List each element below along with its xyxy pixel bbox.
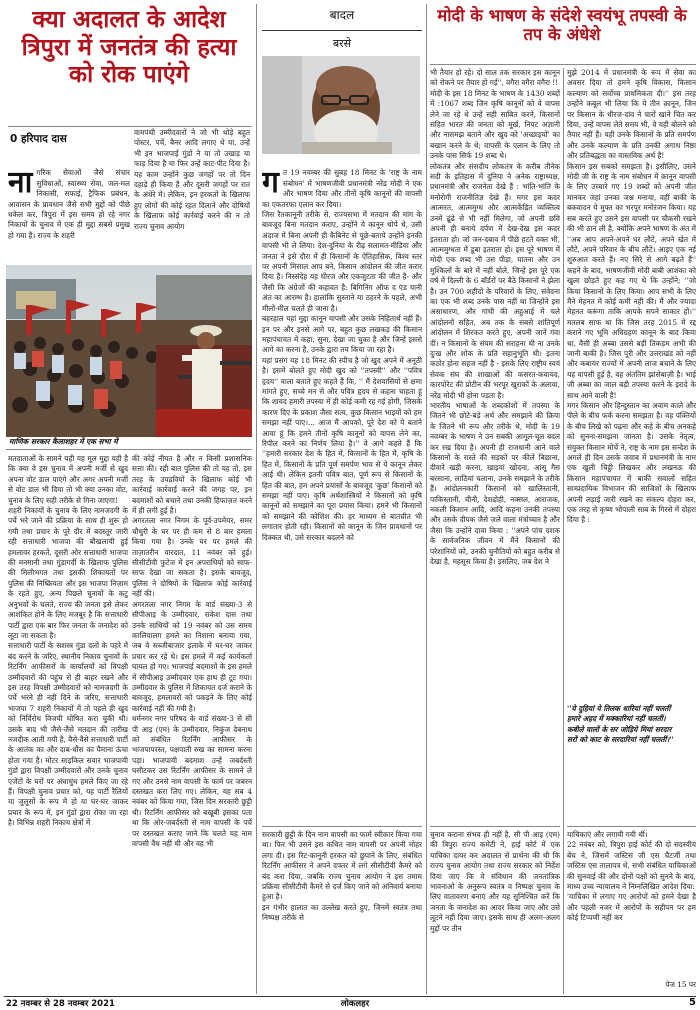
left-col2-top: वामपंथी उम्मीदवारों ने जो भी थोड़े बहुत पोस्टर, पर्चे, बैनर आदि लगाए थे या, उन्हें भी इन भाजपाई गुंडों ने या तो उखाड़ या फाड़ दिया है या फिर उन्हें काट-पीट दिया है। यह काम उन्होंने कुछ जगहों पर तो दिन दहाड़े ही किया है और दूसरी जगहों पर रात के अंधेरे में। लेकिन, इन हरकतों के खिलाफ हुए लोगों की कोई रहत दिलाने और दोषियों के खिलाफ कोई कार्रवाई करने की न तो राज्य चुनाव आयोग	[134, 128, 250, 231]
column-name-rule	[262, 30, 422, 31]
middle-body-text: त 19 नवम्बर की सुबह 18 मिनट के 'राष्ट्र के नाम संबोधन' में भाषणजीवी प्रधानमंत्री नरेंद्र मोदी ने एक और भाषण दिया और तीनों कृषि कानूनों की वापसी का एकतरफा एलान कर दिया। जिस रैतकानूनी तरीके से, राज्यसभा में मतदान की मांग के बावजूद बिना मतदान कराए, उन्होंने ये कानून थोपे थे, उसी अंदाज में बिना अपनी ही कैबिनेट से पूछे-बताये उन्होंने इनकी वापसी भी ले लिया। देश-दुनिया के रीढ़ सलामत-मीडिया और जनता ने इसे दौरा में ही किसानों के ऐतिहासिक, विश्व स्तर पर अपनी मिसाल आप बने, किसान आंदोलन की जीत करार दिया है। निस्संदेह यह धीरज और एकजुटता की जीत है- और जैसी कि अंग्रेजों की कहावत है: बिगिनिंग ऑफ द एंड यानी अंत का आरम्भ है। हालांकि सुस्ताने या ठहरने के पहले, अभी मीलों-मील चलते ही जाना है। बहरहाल यहां मुद्दा कानून वापसी और उसके निहितार्थ नहीं हैं। इन पर और इनसे आगे पर, बहुत कुछ लखकड़ की किसान महापंचायत में कहा, सुना, देखा जा चुका है और जिन्हें इससे आगे का करना है, उनके द्वारा तय किया जा रहा है। यहां प्रसंग यह 18 मिनट की स्पीच है जो खुद अपने में अनूठी है। इसमें बोलते हुए मोदी खुद को ''तपस्वी'' और ''पवित्र हृदय'' वाला बताते हुए कहते हैं कि, '' मैं देशवासियों से क्षमा मांगते हुए, सच्चे मन से और पवित्र हृदय से कहना चाहता हूं कि शायद हमारी तपस्या में ही कोई कमी रह गई होगी, जिसके कारण दिए के प्रकाश जैसा सत्य, कुछ किसान भाइयों को हम समझा नहीं पाए।... आज मैं आपको, पूरे देश को ये बताने आया हूं कि हमने तीनों कृषि कानूनों को वापस लेने का, रिपील करने का निर्णय लिया है।'' वे आगे कहते हैं कि ''हमारी सरकार देश के हित में, किसानों के हित में, कृषि के हित में, किसानों के प्रति पूर्ण समर्पण भाव से ये कानून लेकर आई थी। लेकिन इतनी पवित्र बात, पूर्ण रूप से किसानों के हित की बात, हम अपने प्रयासों के बावजूद 'कुछ' किसानों को समझा नहीं पाए। कृषि अर्थशास्त्रियों ने किसानों को कृषि कानूनों को समझाने का पूरा प्रयास किया। हमने भी किसानों को समझाने की कोशिश की। हर माध्यम से बातचीत भी लगातार होती रही। किसानों को कानून के जिन प्रावधानों पर दिक्कत थी, उसे सरकार बदलने को	[262, 168, 422, 542]
left-col2-bottom: की कोई नीयत है और न किसी प्रशासनिक सत्ता की। रही बात पुलिस की तो यह तो, इस तरह के उपद्रवियों के खिलाफ कोई भी कार्रवाई कार्रवाई करने की जगह पर, इन बदमाशों को बचाने तथा उनकी हिफाज़त करने में ही लगी हुई है। अगरतला नगर निगम के पूर्व-उपमेयर, समर चौधुरी के घर पर ही कम से 8 बार हमला किया गया है। उनके घर पर हमले की ताज़ातरीन वारदात, 11 नवंबर को हुई। सीसीटीवी फुटेज में इन अपराधियों को साफ-साफ देखा जा सकता है। इसके बावजूद, पुलिस ने दोषियों के खिलाफ कोई कार्रवाई नहीं की। अगरतला नगर निगम के वार्ड संख्या-3 से सीपीआइ के उम्मीदवार, राकेश दास तथा उनके साथियों को 19 नवंबर को उस समय कालियालग हमले का निशाना बनाया गया, जब वे सब्जीबाजार इलाके में घर-घर जाकर प्रचार कर रहे थे। इस हमले में कई कार्यकर्ता घायल हो गए। भाजपाई बदमाशों के इस हमले में सीपीआइ उम्मीदवार एक हाथ ही टूट गया। उम्मीदवार के पुलिस में शिकायत दर्ज कराने के बावजूद, हमलावरों को पकड़ने के लिए कोई कार्रवाई नहीं की गयी है। धर्मनगर नगर परिषद के वार्ड संख्या-3 से सी पी आइ (एम) के उम्मीदवार, निकुंज देबनाथ को संबंधित रिटर्निंग आफीसर के भाजपापरस्त, पक्षपाती रुख का सामना करना पड़ा। भाजपायी बदमाश उन्हें जबर्दस्ती घसीटकर उस रिटर्निंग आफीसर के सामने ले गए और उनसे नाम वापसी के फार्म पर जबरन दस्तखत करा लिए गए। लेकिन, यह सब 4 नवंबर को किया गया, जिस दिन सरकारी छुट्टी थी। रिटर्निंग आफीसर को बखूबी इसका पता था कि ओर-जबर्दस्ती से नाम वापसी के पर्चे पर दस्तखत कराए जाने कि चलते यह नाम वापसी वैध नहीं थी और वह भी	[132, 454, 252, 849]
left-dropcap: ना	[8, 165, 33, 201]
column-author: बरसे	[332, 37, 352, 50]
divider-mid-right	[426, 4, 427, 994]
middle-col-bottom: सरकारी छुट्टी के दिन नाम वापसी का फार्म स्वीकार किया गया था। फिर भी उसने इस कथित नाम वापसी पर अपनी मोहर लगा दी। इस रिट-कानूनी हरकत को छुपाने के लिए, संबंधित रिटर्निंग आफीसर ने अपने दफ्तर में लगे सीसीटीवी कैमरे को बंद करा दिया, जबकि राज्य चुनाव आयोग ने इस तमाम प्रक्रिया सीसीटीवी कैमरे से दर्ज किए जाने को अनिवार्य बनाया हुआ है। इन गंभीर हालात का उल्लेख करते हुए, जिनमें स्वतंत्र तथा निष्पक्ष तरीके से	[262, 830, 422, 923]
right-col3-bottom: चुनाव कराना संभव ही नहीं है, सी पी आइ (एम) की त्रिपुरा राज्य कमेटी ने, हाई कोर्ट में एक याचिका दायर कर अदालत से प्रार्थना की थी कि राज्य चुनाव आयोग तथा राज्य सरकार को निर्देश दिया जाए कि वे संविधान की जनतांत्रिक भावनाओं के अनुरूप स्वतंत्र व निष्पक्ष चुनाव के लिए वातावरण बनाएं और यह सुनिश्चित करें कि जनता के जनादेश का आदर किया जाए और उसे लूटने नहीं दिया जाए। इसके साथ ही अलग-अलग मुद्दों पर तीन	[430, 830, 560, 933]
rally-photo-image	[6, 265, 252, 437]
right-headline-rule	[430, 64, 696, 65]
footer-page-number: 5	[689, 997, 696, 1008]
continued-note: पेज 15 पर	[665, 980, 696, 989]
right-col3-rule	[430, 826, 560, 827]
left-col1-bottom: मतदाताओं के सामने यही यह मूल मुद्दा यही है कि क्या वे इस चुनाव में अपनी मर्जी से खुद अपना वोट डाल पाएंगे और अगर अपनी मर्जी से वोट डाल भी दिया तो भी क्या उनका वोट, चुनाव के लिए सही तरीके से गिना जाएगा! शहरी निकायों के चुनाव के लिए नामजदगी के पर्चे भरे जाने की प्रक्रिया के साथ ही शुरू हो गयी तथा प्रचार के पूरे दौर में बदस्तूर जारी रही सत्ताधारी भाजपा की बौखलायी हुई हमलावर हरकतें, दूसरी ओर सत्ताधारी भाजपा की मनमानी तथा गुंडागर्दी के खिलाफ पुलिस की मिलीभगत तथा इसकी शिकायतों पर पुलिस की निष्क्रियता और इस भाजपा निज़ाम के रहते हुए, अन्य पिछले चुनावों के कटु अनुभवों के चलते, राज्य की जनता इसे लेकर आशंकित होने के लिए मजबूर है कि सत्ताधारी पार्टी द्वारा एक बार फिर जनता के जनादेश को लूटा जा सकता है। सत्ताधारी पार्टी के सशस्त्र गुंडा दलों के पहरे में बंद करने के जरिए, स्थानीय निकाय चुनावों के रिटर्निंग आफीसरों के कार्यालयों को विपक्षी उम्मीदवारों की पहुंच से ही बाहर रखने और इस तरह विपक्षी उम्मीदवारों को नामजदगी के पर्चे भरने ही नहीं दिने के जरिए, सत्ताधारी भाजपा 7 शहरी निकायों में तो पहले ही खुद को निर्विरोध विजयी घोषित करा चुकी थी। उसके बाद भी जैसे-जैसे मतदान की तारीख नजदीक आती गयी है, वैसे-वैसे सत्ताधारी पार्टी के आतंक का और दाब-धौंस का पैमाना ऊंचा होता गया है। मोटर साइकिल सवार भाजपायी गुंडों द्वारा विपक्षी उम्मीदवारों और उनके चुनाव एजेंटों के घरों पर अंधाधुंध हमले किए जा रहे हैं। विपक्षी चुनाव प्रचार को, यह पार्टी रैलियों या जुलूसों के रूप में हो या घर-घर जाकर प्रचार के रूप में, इन गुंडों द्वारा रोका जा रहा है। विभिन्न शहरी निकाय क्षेत्रों में	[8, 454, 128, 828]
left-col1-top-text: गरिक सेवाओं जैसे संचार सुविधाओं, स्वास्थ्य सेवा, जल-मल निकासी, सफाई, ट्रैफिक प्रबंधन, आवासन के प्रावधान जैसे सभी मुद्दों को पीछे धकेल कर, त्रिपुरा में इस समय हो रहे नगर निकायों के चुनाव में एक ही मुद्दा सबसे प्रमुख हो गया है। राज्य के शहरी	[8, 168, 130, 240]
middle-body	[262, 158, 422, 823]
right-col3: भी तैयार हो रहे। दो साल तक सरकार इस कानून को रोकने पर तैयार हो गई'', वगैरा वगैरा वगैरा !! मोदी के इस 18 मिनट के भाषण के 1430 शब्दों में :1067 शब्द जिन कृषि कानूनों को वे वापस लेने जा रहे थे उन्हें सही साबित करने, किसानों सहित भारत की जनता को मूर्ख, निपट अज्ञानी और नासमझ बताने और खुद को 'अच्छाइयों' का बखान करने के थे; वापसी के एलान के लिए तो उनके पास सिर्फ 19 शब्द थे। लोकतंत्र और संसदीय लोकतंत्र के करीब तीनेक सदी के इतिहास में दुनिया ने अनेक राष्ट्राध्यक्ष, प्रधानमंत्री और राजनेता देखे हैं : भांति-भांति के मनोरोगी राजनीतिज्ञ देखे हैं। मगर इस कदर आत्मरत, आत्ममुग्ध और आत्मकेंद्रित व्यक्तित्व उनमें ढूंढे से भी नहीं मिलेगा, जो अपनी छवि अपनी ही बनाये दर्पण में देख-देख इस कदर इतराता हो। जो जन-दबाव में पीछे हटते वक्त भी, आत्ममुग्धता में डूबा इतराता हो। इस पूरे भाषण में मोदी एक शब्द भी उस पीड़ा, यातना और उन मुश्किलों के बारे में नहीं बोले, जिन्हें इस पूरे एक वर्ष में दिल्ली के 6 बॉर्डरों पर बैठे किसानों ने झेला है। उन 700 शहीदों के परिवारों के लिए, संवेदना का एक भी शब्द उनके पास नहीं था जिन्होंने इस असाधारण, और गांधी की अहुआई में चले आंदोलनों सहित, अब तक के सबसे शांतिपूर्ण आंदोलन में शिरकत करते हुए, अपनी जानें गंवा दीं। न किसानों के संयम की सराहना थी ना उनके दुःख और शोक के प्रति सहानुभूति थी। इतना कठोर होना सहज नहीं है - इसके लिए राष्ट्रीय स्वयं सेवक संघ की शाखाओं की कसरत-कवायद, कारपोरेट की प्रोटीन की भरपूर खुराकों के अलावा, नरेंद्र मोदी भी होना पड़ता है। भारतीय भाषाओं के शब्दकोशों में तपस्या के जितने भी छोटे-बड़े अर्थ और समझाने की क्रिया के जितने भी रूप और तरीके थे, मोदी के 19 नवम्बर के भाषण ने उन सबकी आमूल-चूल बदल कर रख दिया है। अपनी ही राजधानी आने वाले किसानों के रास्ते की सड़कों पर कीलें बिछाना, दीवारें खड़ी करना, खाइयां खोदना, आंसू गैस बरसाना, लाठियां चलाना, उनके समझाने के तरीके हैं। आंदोलनकारी किसानों को खालिस्तानी, पाकिस्तानी, चीनी, देशद्रोही, नक्सल, आराजक, नकली किसान आदि, आदि कहना उनकी तपस्या और उसके दीपक जैसे जले वाला मंत्रोच्चार है और जैसा कि उन्होंने दावा किया : ''अपने पांच दशक के सार्वजनिक जीवन में मैंने किसानों की परेशानियों को, उनकी चुनौतियों को बहुत करीब से देखा है, महसूस किया है। इसलिए, जब देश ने	[430, 68, 560, 567]
poem-quote: ''ये दुहियां ये तिलक धारियां नहीं चलतीं हमारे अहद में मक्कारियां नहीं चलतीं। कबीले वालों के सर जोड़िये मियां सरदार सरों को काट के सरदारियां नहीं चलतीं।''	[567, 704, 674, 745]
right-headline: मोदी के भाषण के संदेशे स्वयंभू तपस्वी के तप के अंधेशे	[437, 6, 687, 45]
footer-paper-name: लोकलहर	[340, 999, 370, 1009]
right-col4-bottom: याचिकाएं और लगायी गयी थीं। 22 नवंबर को, त्रिपुरा हाई कोर्ट की दो सदस्यीय बेंच ने, जिसमें जस्टिस जी एस चैटर्जी तथा जस्टिस एस तालापत्र थे, सभी संबंधित याचिकाओं की सुनवाई की और दोनों पक्षों को सुनने के बाद, माध्य उच्च न्यायालय ने निम्नलिखित आदेश दिया: 'याचिका में लगाए गए आरोपों को हमने देखा है और पहली नजर में आरोपों के सहीपन पर हम कोई टिप्पणी नहीं कर	[567, 830, 696, 923]
footer-rule	[4, 996, 696, 997]
left-headline: क्या अदालत के आदेश त्रिपुरा में जनतंत्र की हत्या को रोक पाएंगे	[21, 5, 237, 89]
left-headline-rule	[8, 126, 252, 127]
right-col4: मुझे 2014 में प्रधानमंत्री के रूप में सेवा का अवसर दिया तो हमने कृषि विकास, किसान कल्याण को सर्वोच्च प्राथमिकता दी।'' इस तरह उन्होंने कबूल भी लिया कि ये तीन क़ानून, जिन पर किसान के धीरज-दांव ने चारों खाने चित कर दिया, उन्हें वापस लेते समय भी, वे यही बोलने को तैयार नहीं हैं। यही उनके किसानों के प्रति समर्पण और उनके कल्याण के प्रति उनकी अगाध निष्ठा और प्रतिबद्धता का वास्तविक अर्थ है! किसान इस सबको समझता है। इसीलिए, उसने मोदी जी के राष्ट्र के नाम संबोधन में क़ानून वापसी के लिए उच्चारे गए 19 शब्दों को अपनी जीत मानकर जहां उनका जश्न मनाया, वहीं बाकी के बकवादन ये मुफ्त का भरपूर मनोरंजन किया। यह सब करते हुए उसने इस वापसी पर चौकसी रखने की भी ठान ली है, क्योंकि अपने भाषण के अंत में ''अब आप अपने-अपने घर लौटें, अपने खेत में लौटें, अपने परिवार के बीच लौटें। आइए एक नई शुरुआत करते हैं। नए सिरे से आगे बढ़ते हैं'' कहने के बाद, भाषणजीवी मोदी बाबी आशंका को खुला छोड़ते हुए कह गए थे कि उन्होंने; ''जो किया किसानों के लिए किया। आप सभी के लिए मैंने मेहनत में कोई कमी नहीं की। मैं और ज्यादा मेहनत करूंगा ताकि आपके सपने साकार हों।'' मतलब साफ था कि जिस तरह 2015 में रद्द कराने गए भूमि अधिग्रहण कानून के बाद किया था, वैसी ही अब्बा उससे बड़ी तिकड़म अभी की जानी बाकी है। जिस पूरी और उत्तराखंड को नहीं और कबायर राज्यों में अपनी लाज बचाने के लिए यह वापसी हुई है, वह अंततिम झांसेबाज़ी है। भाई जी अब्बा का जाल बड़ी तपस्या करने के इरादे के साथ आने वाली है! मगर किसान और हिन्दुस्तान का अवाम काले और पीले के बीच फर्क करना समझता है। वह पंक्तियों के बीच लिखे को पढ़ना और कहे के बीच अनकहे को सुनना-समझना जानता है। उसके नेतृत्व, संयुक्त किसान मोर्चे ने, राष्ट्र के नाम इस सन्देश के अगले ही दिन उसके जवाब में प्रधानमंत्री के नाम एक खुली चिट्ठी लिखकर और लखनऊ की किसान महापंचायत में बाकी सवालों सहित साम्प्रदायिक विभाजन की साजिशों के खिलाफ अपनी लड़ाई जारी रखने का संकल्प दोहरा कर, एक तरह से कृष्ण भोपाली साब के गिरसे में दोहरा दिया है :	[567, 68, 696, 525]
rally-photo-caption: माणिक सरकार कैलाशहर में एक सभा में	[6, 437, 252, 450]
rally-photo	[6, 265, 252, 437]
middle-bottom-rule	[262, 826, 422, 827]
right-col4-rule	[567, 826, 696, 827]
left-col1-top	[8, 158, 130, 276]
footer-date: 22 नवम्बर से 28 नवम्बर 2021	[6, 999, 115, 1009]
divider-left-mid	[256, 4, 257, 994]
author-photo-image	[262, 56, 420, 154]
divider-right-cols	[563, 68, 564, 994]
middle-dropcap: ग	[262, 165, 279, 201]
column-name: बादल	[329, 8, 355, 22]
author-photo	[262, 56, 420, 154]
left-byline: 0 हरिपाद दास	[10, 133, 67, 145]
